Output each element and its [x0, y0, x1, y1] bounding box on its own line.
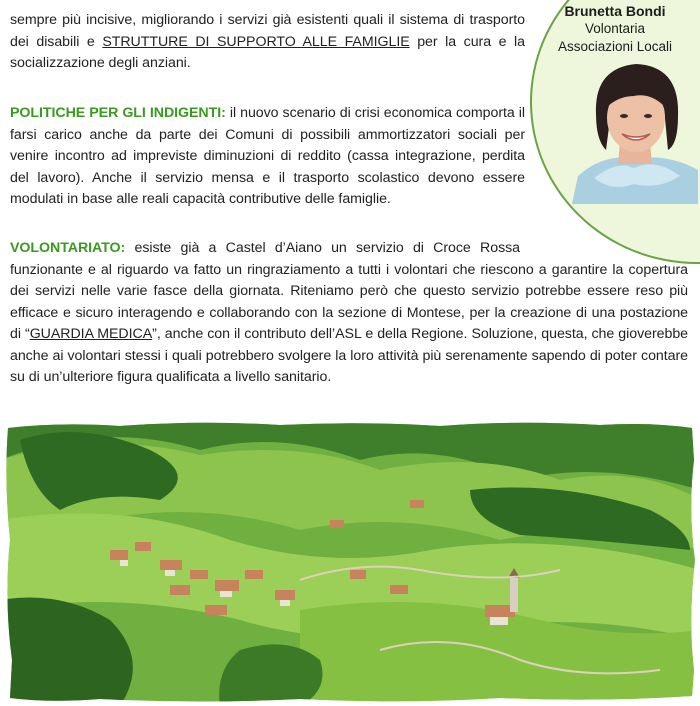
paragraph-volunteering — [10, 238, 688, 389]
profile-name: Brunetta Bondi — [564, 3, 666, 19]
paragraph-text: esiste già a Castel d’Aiano un servizio di Croce Rossa — [125, 240, 520, 256]
profile-caption — [535, 2, 695, 56]
family-support-structures-highlight: STRUTTURE DI SUPPORTO ALLE FAMIGLIE — [102, 33, 410, 50]
medical-guard-highlight: GUARDIA MEDICA — [29, 326, 153, 342]
section-heading: VOLONTARIATO: — [10, 240, 126, 256]
paragraph-text: funzionante e al riguardo va fatto un ringraziamento a tutti i volontari che riescono a garantire la copertura dei servizi nelle varie fasce della giornata. Riteniamo però che questo servizio potrebbe essere reso più efficace e sicuro interagendo e collaborando con la sezione di Montese, per la creazione di una postazione di “ — [10, 261, 688, 342]
paragraph-first-line — [10, 238, 520, 260]
section-heading: POLITICHE PER GLI INDIGENTI: — [10, 105, 226, 121]
profile-organization: Associazioni Locali — [557, 39, 673, 54]
paragraph-indigent-policies — [10, 103, 525, 211]
paragraph-family-support — [10, 10, 525, 75]
profile-role: Volontaria — [584, 21, 646, 36]
paragraph-text: il nuovo scenario di crisi economica comporta il farsi carico anche da parte dei Comuni di possibili ammortizzatori sociali per venire incontro ad impreviste diminuzioni di reddito (cassa integrazione, perdita del lavoro). Anche il servizio mensa e il trasporto scolastico devono essere modulati in base alle reali capacità contributive delle famiglie. — [10, 105, 525, 207]
paragraph-text: ”, anche con il contributo dell’ASL e della Regione. Soluzione, questa, che gioverebbe anche ai volontari stessi i quali potrebbero svolgere la loro attività più serenamente sapendo di poter contare su di un’ulteriore figura qualificata a livello sanitario. — [10, 326, 688, 385]
paragraph-text: per la cura e la socializzazione degli anziani. — [10, 33, 525, 71]
paragraph-text: sempre più incisive, migliorando i servizi già esistenti quali il sistema di trasporto dei disabili e — [10, 12, 525, 50]
profile-portrait — [572, 58, 698, 204]
landscape-photo — [0, 420, 700, 706]
